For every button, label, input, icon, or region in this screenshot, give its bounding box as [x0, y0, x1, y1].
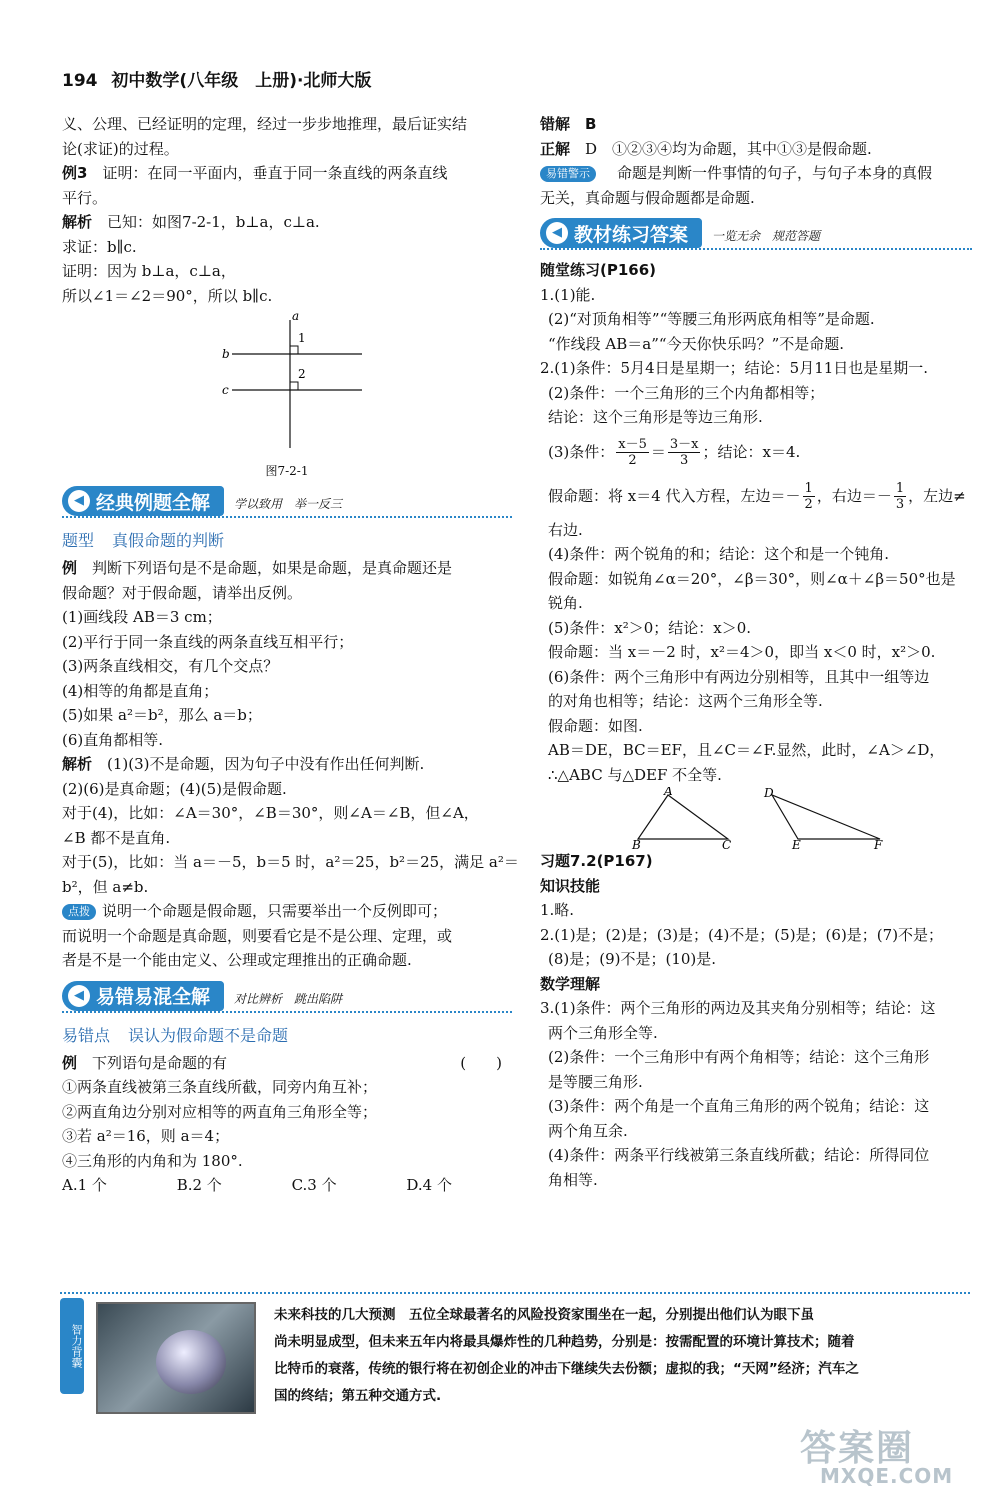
answer-line: (2)条件：一个三角形中有两个角相等；结论：这个三角形 — [548, 1048, 930, 1066]
practice-title: 随堂练习(P166) — [540, 261, 657, 279]
watermark-main: 答案圈 — [800, 1428, 915, 1469]
watermark-url: MXQE.COM — [820, 1464, 954, 1488]
solution-label: 解析 — [62, 213, 93, 231]
answer-line: 右边. — [548, 520, 583, 539]
example-item: (3)两条直线相交，有几个交点？ — [62, 657, 279, 675]
example-label: 例 — [62, 559, 78, 577]
wrong-solution-label: 错解 — [540, 115, 571, 133]
left-column — [62, 112, 519, 1198]
label-angle-2: 2 — [298, 367, 306, 381]
statement-item: ①两条直线被第三条直线所截，同旁内角互补； — [62, 1078, 378, 1096]
answer-line: 两个三角形全等. — [548, 1023, 658, 1042]
option-d: D.4 个 — [406, 1176, 452, 1194]
tech-image — [96, 1302, 256, 1414]
figure-7-2-1 — [62, 308, 512, 478]
example-item: (6)直角都相等. — [62, 730, 164, 749]
banner-title: 教材练习答案 — [574, 223, 689, 246]
triangles-figure — [540, 787, 972, 849]
section-banner — [62, 981, 512, 1013]
answer-line: 结论：这个三角形是等边三角形. — [548, 408, 763, 426]
book-title: 初中数学(八年级 上册)·北师大版 — [111, 71, 372, 91]
answer-line: 锐角. — [548, 594, 583, 612]
answer-line: (4)条件：两个锐角的和；结论：这个和是一个钝角. — [548, 545, 890, 563]
statement-item: ②两直角边分别对应相等的两直角三角形全等； — [62, 1102, 378, 1121]
section-banner — [540, 218, 972, 250]
tip-text: 者是不是一个能由定义、公理或定理推出的正确命题. — [62, 951, 412, 969]
speaker-icon: ◀ — [68, 490, 90, 512]
math-understanding-title: 数学理解 — [540, 974, 601, 993]
triangle-abc — [638, 795, 728, 839]
banner-tag: 对比辨析 跳出陷阱 — [234, 991, 343, 1006]
knowledge-footer — [60, 1292, 970, 1432]
page-number: 194 — [62, 71, 98, 91]
answer-line: 角相等. — [548, 1170, 598, 1189]
speaker-icon: ◀ — [546, 222, 568, 244]
banner-tag: 学以致用 举一反三 — [234, 497, 343, 511]
footer-line: 比特币的衰落，传统的银行将在初创企业的冲击下继续失去份额；虚拟的我；“天网”经济；汽车之 — [274, 1361, 859, 1377]
example-item: (2)平行于同一条直线的两条直线互相平行； — [62, 632, 354, 651]
triangle-def — [772, 795, 880, 839]
type-title: 题型 真假命题的判断 — [62, 531, 225, 550]
example-item: (5)如果 a²＝b²，那么 a＝b； — [62, 706, 262, 724]
label-A: A — [664, 787, 673, 798]
label-angle-1: 1 — [298, 331, 306, 345]
page-header — [62, 66, 371, 91]
label-c: c — [222, 383, 229, 397]
solution-text: 证明：因为 b⊥a，c⊥a， — [62, 262, 236, 280]
label-b: b — [222, 347, 230, 361]
solution-text: 求证：b∥c. — [62, 237, 137, 256]
footer-text — [274, 1302, 974, 1410]
banner-title: 经典例题全解 — [96, 491, 211, 514]
analysis-text: (2)(6)是真命题；(4)(5)是假命题. — [62, 779, 287, 798]
answer-line: (2)条件：一个三角形的三个内角都相等； — [548, 383, 825, 402]
example-text: 假命题？对于假命题，请举出反例。 — [62, 583, 303, 602]
analysis-text: (1)(3)不是命题，因为句子中没有作出任何判断. — [107, 755, 425, 773]
example-text: 判断下列语句是不是命题，如果是命题，是真命题还是 — [92, 559, 453, 577]
globe-icon — [156, 1330, 226, 1394]
speaker-icon: ◀ — [68, 985, 90, 1007]
answer-line: (4)条件：两条平行线被第三条直线所截；结论：所得同位 — [548, 1146, 930, 1164]
answer-line: 1.略. — [540, 901, 575, 919]
analysis-text: ∠B 都不是直角. — [62, 828, 171, 847]
answer-line: 假命题：如图. — [548, 716, 643, 735]
answer-paren: ( ) — [460, 1053, 502, 1072]
option-a: A.1 个 — [62, 1176, 107, 1194]
tip-badge: 点拨 — [62, 904, 96, 920]
analysis-text: b²，但 a≠b. — [62, 877, 149, 896]
answer-line: 两个角互余. — [548, 1121, 628, 1140]
example-item: (4)相等的角都是直角； — [62, 681, 219, 700]
banner-tag: 一览无余 规范答题 — [712, 229, 821, 243]
footer-line: 未来科技的几大预测 五位全球最著名的风险投资家围坐在一起，分别提出他们认为眼下虽 — [274, 1307, 814, 1323]
wrong-answer: B — [585, 115, 597, 133]
correct-solution-label: 正解 — [540, 139, 571, 158]
correct-answer: D ①②③④均为命题，其中①③是假命题. — [585, 139, 872, 158]
answer-line: 假命题：如锐角∠α＝20°，∠β＝30°，则∠α＋∠β＝50°也是 — [548, 569, 956, 588]
intro-line: 义、公理、已经证明的定理，经过一步步地推理，最后证实结 — [62, 115, 468, 133]
answer-line: AB＝DE，BC＝EF，且∠C＝∠F.显然，此时，∠A＞∠D， — [548, 741, 945, 759]
perpendicular-lines-diagram — [62, 308, 512, 458]
watermark — [800, 1420, 954, 1488]
answer-line: 的对角也相等；结论：这两个三角形全等. — [548, 692, 823, 710]
answer-line: ∴△ABC 与△DEF 不全等. — [548, 765, 722, 784]
option-c: C.3 个 — [291, 1176, 337, 1194]
footer-line: 国的终结；第五种交通方式. — [274, 1388, 442, 1404]
answer-options — [62, 1173, 452, 1198]
label-E: E — [792, 838, 801, 849]
analysis-text: 对于(5)，比如：当 a＝－5，b＝5 时，a²＝25，b²＝25，满足 a²＝ — [62, 853, 519, 871]
analysis-text: 对于(4)，比如：∠A＝30°，∠B＝30°，则∠A＝∠B，但∠A， — [62, 804, 479, 822]
warning-text: 命题是判断一件事情的句子，与句子本身的真假 — [617, 164, 933, 182]
footer-tab: 智力背囊 — [60, 1298, 84, 1394]
answer-line: (5)条件：x²＞0；结论：x＞0. — [548, 618, 752, 637]
tip-text: 说明一个命题是假命题，只需要举出一个反例即可； — [102, 902, 448, 920]
solution-text: 所以∠1＝∠2＝90°，所以 b∥c. — [62, 286, 273, 305]
solution-text: 已知：如图7-2-1，b⊥a，c⊥a. — [107, 213, 320, 231]
label-B: B — [632, 838, 641, 849]
answer-line: 1.(1)能. — [540, 285, 596, 304]
label-D: D — [764, 787, 774, 800]
example-label: 例3 — [62, 164, 88, 182]
analysis-label: 解析 — [62, 755, 93, 773]
statement-item: ③若 a²＝16，则 a＝4； — [62, 1127, 230, 1145]
answer-line-fraction: (3)条件： $\frac{x-5}{2}$ ＝ $\frac{3-x}{3}$ ；结论：x＝4. — [548, 437, 801, 468]
example-text: 证明：在同一平面内，垂直于同一条直线的两条直线 — [102, 164, 448, 182]
right-angle-mark-1 — [290, 346, 298, 354]
answer-line: 2.(1)条件：5月4日是星期一；结论：5月11日也是星期一. — [540, 359, 929, 377]
answer-line: 3.(1)条件：两个三角形的两边及其夹角分别相等；结论：这 — [540, 999, 936, 1017]
fraction: $\frac{1}{2}$ — [804, 481, 813, 512]
fraction: $\frac{3-x}{3}$ — [669, 437, 699, 468]
exercise-title: 习题7.2(P167) — [540, 852, 653, 870]
answer-line: (8)是；(9)不是；(10)是. — [548, 950, 717, 968]
statement-item: ④三角形的内角和为 180°. — [62, 1151, 243, 1170]
example-item: (1)画线段 AB＝3 cm； — [62, 608, 222, 626]
fraction: $\frac{1}{3}$ — [895, 481, 905, 512]
tip-text: 而说明一个命题是真命题，则要看它是不是公理、定理，或 — [62, 926, 453, 945]
answer-line: (6)条件：两个三角形中有两边分别相等，且其中一组等边 — [548, 667, 930, 686]
label-F: F — [874, 838, 883, 849]
warning-text: 无关，真命题与假命题都是命题. — [540, 188, 755, 207]
answer-line: 假命题：当 x＝－2 时，x²＝4＞0，即当 x＜0 时，x²＞0. — [548, 643, 936, 661]
answer-line: 是等腰三角形. — [548, 1072, 643, 1091]
section-banner — [62, 486, 512, 518]
right-column — [540, 112, 972, 1192]
example-label: 例 — [62, 1053, 78, 1072]
label-a: a — [292, 309, 300, 323]
answer-line: 2.(1)是；(2)是；(3)是；(4)不是；(5)是；(6)是；(7)不是； — [540, 925, 944, 944]
right-angle-mark-2 — [290, 382, 298, 390]
fraction: $\frac{x-5}{2}$ — [618, 437, 647, 468]
footer-line: 尚未明显成型，但未来五年内将最具爆炸性的几种趋势，分别是：按需配置的环境计算技术；随着 — [274, 1334, 855, 1350]
banner-title: 易错易混全解 — [96, 986, 211, 1008]
option-b: B.2 个 — [176, 1176, 222, 1194]
example-text: 下列语句是命题的有 — [92, 1053, 228, 1072]
answer-line: (2)“对顶角相等”“等腰三角形两底角相等”是命题. — [548, 310, 875, 328]
error-point-title: 易错点 误认为假命题不是命题 — [62, 1025, 289, 1045]
answer-line: (3)条件：两个角是一个直角三角形的两个锐角；结论：这 — [548, 1097, 930, 1115]
answer-line-fraction: 假命题：将 x＝4 代入方程，左边＝－ $\frac{1}{2}$ ，右边＝－ $\frac{1}{3}$ ，左边≠ — [548, 481, 966, 512]
intro-line: 论(求证)的过程。 — [62, 139, 179, 158]
triangles-diagram — [540, 787, 970, 849]
answer-line: “作线段 AB＝a”“今天你快乐吗？”不是命题. — [548, 334, 845, 353]
skill-title: 知识技能 — [540, 876, 601, 895]
label-C: C — [722, 838, 732, 849]
example-text: 平行。 — [62, 188, 108, 207]
figure-caption: 图7-2-1 — [265, 464, 309, 478]
warning-badge: 易错警示 — [540, 166, 596, 182]
